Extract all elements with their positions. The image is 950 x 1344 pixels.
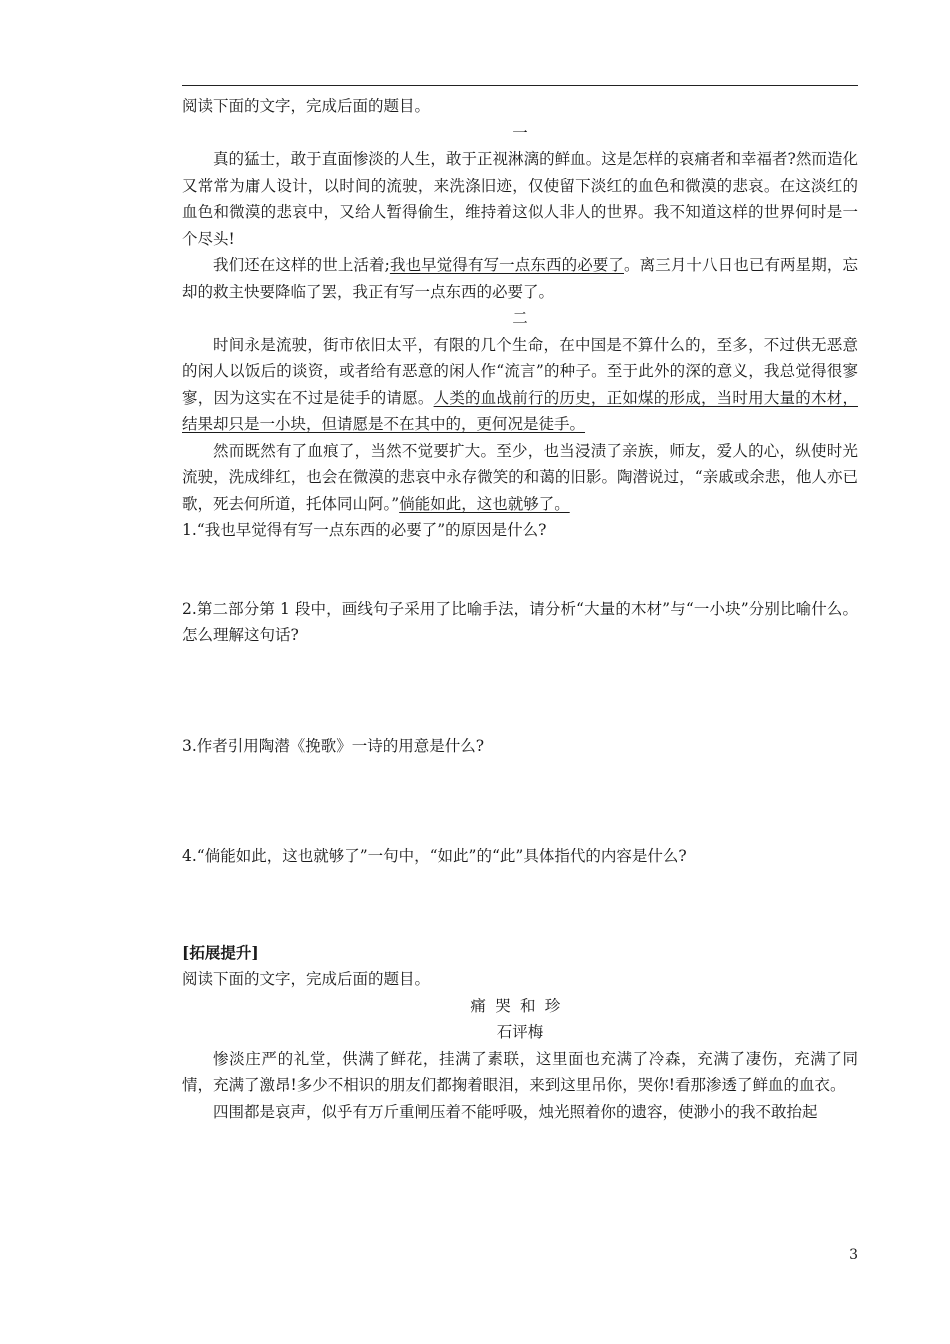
answer-space [182,870,858,940]
paragraph [182,332,858,438]
underlined-sentence: 人类的血战前行的历史，正如煤的形成，当时用大量的木材，结果却只是一小块，但请愿是不在其中的，更何况是徒手。 [182,388,858,433]
header-rule [182,85,858,86]
question-4: 4.“倘能如此，这也就够了”一句中，“如此”的“此”具体指代的内容是什么? [182,847,687,865]
underlined-sentence: 我也早觉得有写一点东西的必要了 [389,256,625,274]
article-author: 石评梅 [496,1023,544,1041]
paragraph: 惨淡庄严的礼堂，供满了鲜花，挂满了素联，这里面也充满了冷森，充满了凄伤，充满了同情，充满了激昂!多少不相识的朋友们都掬着眼泪，来到这里吊你，哭你!看那渗透了鲜血的血衣。 [182,1049,858,1094]
paragraph: 四围都是哀声，似乎有万斤重闸压着不能呼吸，烛光照着你的遗容，使渺小的我不敢抬起 [213,1102,818,1121]
section-heading: [拓展提升] [182,942,259,962]
underlined-sentence: 倘能如此，这也就够了。 [399,494,570,513]
question-2: 2.第二部分第 1 段中，画线句子采用了比喻手法，请分析“大量的木材”与“一小块”分别比喻什么。怎么理解这句话? [182,599,858,644]
article-title: 痛哭和珍 [470,996,570,1015]
section2-intro: 阅读下面的文字，完成后面的题目。 [182,970,431,988]
paragraph [182,438,858,518]
paragraph-text: 。离三月十八日也已有两星期，忘却的救主快要降临了罢，我正有写一点东西的必要了。 [182,256,858,301]
paragraph: 真的猛士，敢于直面惨淡的人生，敢于正视淋漓的鲜血。这是怎样的哀痛者和幸福者?然而造化又常常为庸人设计，以时间的流驶，来洗涤旧迹，仅使留下淡红的血色和微漠的悲哀。在这淡红的血色和微漠的悲哀中，又给人暂得偷生，维持着这似人非人的世界。我不知道这样的世界何时是一个尽头! [182,150,858,248]
paragraph-text: 然而既然有了血痕了，当然不觉要扩大。至少，也当浸渍了亲族，师友，爱人的心，纵使时光流驶，洗成绯红，也会在微漠的悲哀中永存微笑的和蔼的旧影。陶潜说过，“亲戚或余悲，他人亦已歌，死去何所道，托体同山阿。” [182,441,858,513]
section1-intro: 阅读下面的文字，完成后面的题目。 [182,97,431,115]
paragraph [182,252,858,305]
question-3: 3.作者引用陶潜《挽歌》一诗的用意是什么? [182,736,485,755]
paragraph-text: 时间永是流驶，街市依旧太平，有限的几个生命，在中国是不算什么的，至多，不过供无恶意的闲人以饭后的谈资，或者给有恶意的闲人作“流言”的种子。至于此外的深的意义，我总觉得很寥寥，因为这实在不过是徒手的请愿。 [182,335,858,407]
question-1: 1.“我也早觉得有写一点东西的必要了”的原因是什么? [182,521,547,539]
answer-space [182,649,858,733]
part1-heading: 一 [512,123,528,142]
answer-space [182,544,858,596]
part2-heading: 二 [512,309,528,327]
page-content [182,93,858,1125]
page-number: 3 [849,1247,858,1263]
answer-space [182,759,858,843]
paragraph-text: 我们还在这样的世上活着; [213,256,390,274]
